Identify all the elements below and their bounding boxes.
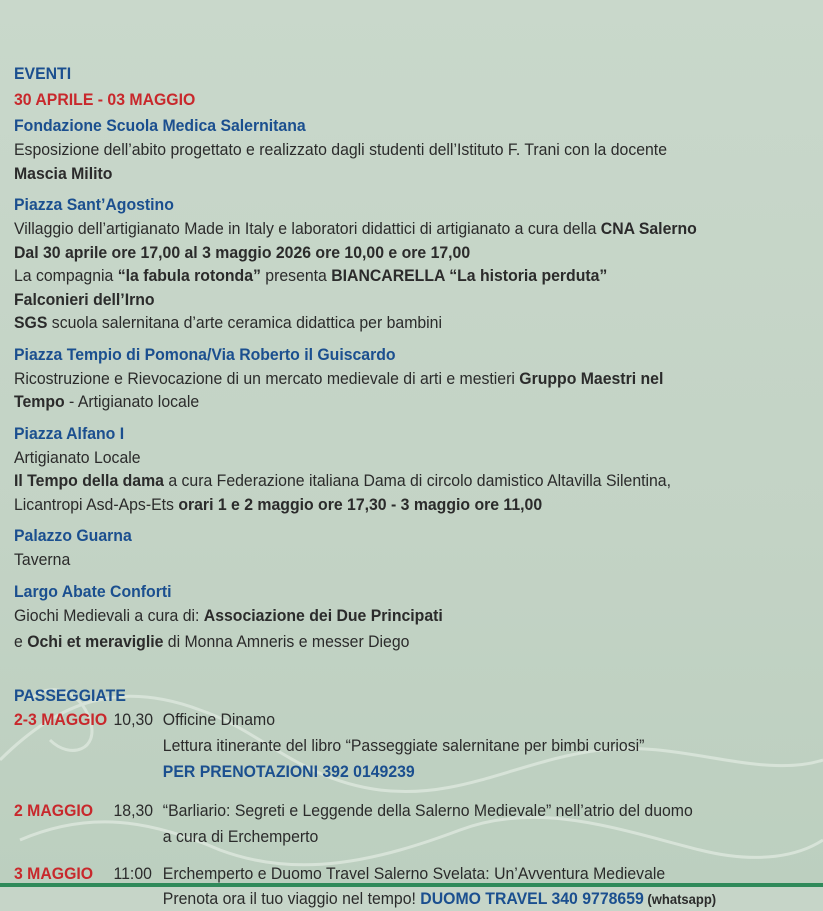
event-text: Licantropi Asd-Aps-Ets orari 1 e 2 maggio ore 17,30 - 3 maggio ore 11,00 xyxy=(14,493,758,517)
event-text: Ricostruzione e Rievocazione di un mercato medievale di arti e mestieri Gruppo Maestri nel xyxy=(14,367,758,391)
events-date-range: 30 APRILE - 03 MAGGIO xyxy=(14,88,758,112)
walk-title: Erchemperto e Duomo Travel Salerno Svelata: Un’Avventura Medievale xyxy=(163,862,758,886)
venue-title: Largo Abate Conforti xyxy=(14,580,758,604)
walk-description: Lettura itinerante del libro “Passeggiate salernitane per bimbi curiosi” xyxy=(163,734,758,758)
venue-title: Palazzo Guarna xyxy=(14,524,758,548)
walk-date: 3 MAGGIO xyxy=(14,862,93,886)
venue-title: Fondazione Scuola Medica Salernitana xyxy=(14,114,758,138)
walk-description: a cura di Erchemperto xyxy=(163,825,758,849)
event-text: e Ochi et meraviglie di Monna Amneris e messer Diego xyxy=(14,630,758,654)
event-text: Giochi Medievali a cura di: Associazione dei Due Principati xyxy=(14,604,758,628)
event-text: Il Tempo della dama a cura Federazione italiana Dama di circolo damistico Altavilla Silentina, xyxy=(14,469,758,493)
walk-date: 2 MAGGIO xyxy=(14,799,93,823)
program-content xyxy=(14,60,758,911)
booking-phone: DUOMO TRAVEL 340 9778659 xyxy=(420,889,643,908)
event-text: Tempo - Artigianato locale xyxy=(14,390,758,414)
walk-item xyxy=(14,799,758,848)
bottom-accent-bar xyxy=(0,883,823,887)
venue-title: Piazza Sant’Agostino xyxy=(14,193,758,217)
walk-title: Officine Dinamo xyxy=(163,708,758,732)
section-title-passeggiate: PASSEGGIATE xyxy=(14,684,758,708)
event-text: Dal 30 aprile ore 17,00 al 3 maggio 2026 ore 10,00 e ore 17,00 xyxy=(14,241,758,265)
event-text: Taverna xyxy=(14,548,758,572)
venue-title: Piazza Tempio di Pomona/Via Roberto il Guiscardo xyxy=(14,343,758,367)
venue-title: Piazza Alfano I xyxy=(14,422,758,446)
walk-date: 2-3 MAGGIO xyxy=(14,708,107,732)
walk-time: 11:00 xyxy=(114,862,152,886)
event-text: La compagnia “la fabula rotonda” presenta BIANCARELLA “La historia perduta” xyxy=(14,264,758,288)
walk-description: Prenota ora il tuo viaggio nel tempo! DUOMO TRAVEL 340 9778659 (whatsapp) xyxy=(163,887,758,911)
section-title-eventi: EVENTI xyxy=(14,62,758,86)
event-text: Falconieri dell’Irno xyxy=(14,288,758,312)
booking-phone: PER PRENOTAZIONI 392 0149239 xyxy=(163,760,758,784)
event-text: Mascia Milito xyxy=(14,162,758,186)
walk-title: “Barliario: Segreti e Leggende della Salerno Medievale” nell’atrio del duomo xyxy=(163,799,758,823)
event-text: Villaggio dell’artigianato Made in Italy e laboratori didattici di artigianato a cura della CNA Salerno xyxy=(14,217,758,241)
walk-item xyxy=(14,708,758,784)
event-text: Esposizione dell’abito progettato e realizzato dagli studenti dell’Istituto F. Trani con la docente xyxy=(14,138,758,162)
walk-time: 18,30 xyxy=(114,799,154,823)
event-text: Artigianato Locale xyxy=(14,446,758,470)
walk-time: 10,30 xyxy=(114,708,154,732)
event-text: SGS scuola salernitana d’arte ceramica didattica per bambini xyxy=(14,311,758,335)
